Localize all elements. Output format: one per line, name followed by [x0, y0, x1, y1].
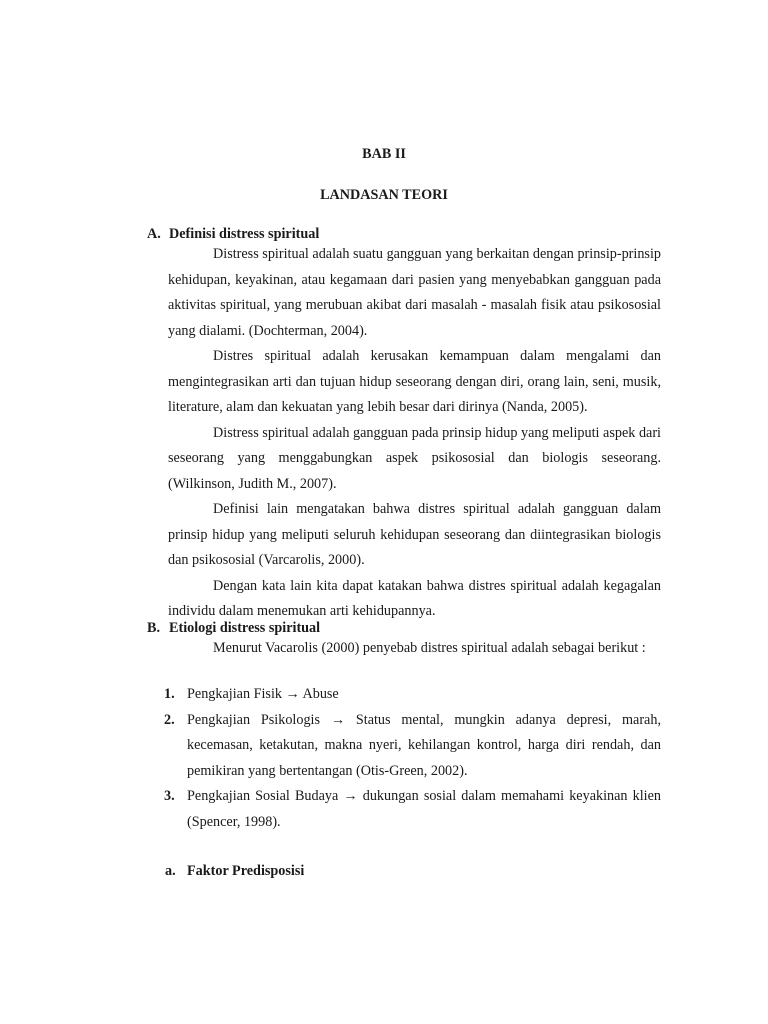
- paragraph: Distress spiritual adalah suatu gangguan yang berkaitan dengan prinsip-prinsip kehidupan, keyakinan, atau kegamaan dari pasien yang menyebabkan gangguan pada aktivitas spiritual, yang merubuan akibat dari masalah - masalah fisik atau psikososial yang dialami. (Dochterman, 2004).: [168, 246, 661, 339]
- section-a-letter: A.: [147, 226, 161, 242]
- paragraph: Definisi lain mengatakan bahwa distres spiritual adalah gangguan dalam prinsip hidup yang meliputi seluruh kehidupan seseorang dan diintegrasikan biologis dan psikososial (Varcarolis, 2000).: [168, 501, 661, 568]
- section-b-heading: [147, 620, 320, 637]
- section-b-letter: B.: [147, 620, 161, 636]
- list-item: [164, 708, 661, 785]
- section-a-title: Definisi distress spiritual: [169, 226, 320, 242]
- section-b-intro: [168, 636, 661, 662]
- chapter-number: BAB II: [362, 146, 406, 162]
- chapter-title: LANDASAN TEORI: [320, 187, 448, 203]
- paragraph: Distress spiritual adalah gangguan pada prinsip hidup yang meliputi aspek dari seseorang yang menggabungkan aspek psikososial dan biologis seseorang. (Wilkinson, Judith M., 2007).: [168, 424, 661, 492]
- section-a-body: [168, 242, 661, 625]
- section-b-title: Etiologi distress spiritual: [169, 620, 321, 636]
- etiology-list: [164, 682, 661, 835]
- subsection-letter: a.: [165, 863, 176, 879]
- subsection-title: Faktor Predisposisi: [187, 863, 305, 879]
- paragraph: Menurut Vacarolis (2000) penyebab distres spiritual adalah sebagai berikut :: [213, 640, 646, 656]
- list-item: [164, 784, 661, 835]
- paragraph: Dengan kata lain kita dapat katakan bahwa distres spiritual adalah kegagalan individu dalam menemukan arti kehidupannya.: [168, 577, 661, 619]
- paragraph: Distres spiritual adalah kerusakan kemampuan dalam mengalami dan mengintegrasikan arti dan tujuan hidup seseorang dengan diri, orang lain, seni, musik, literature, alam dan kekuatan yang lebih besar dari dirinya (Nanda, 2005).: [168, 348, 661, 415]
- list-item: [164, 682, 661, 708]
- list-text: Pengkajian Fisik → Abuse: [187, 686, 339, 702]
- list-text: Pengkajian Sosial Budaya → dukungan sosial dalam memahami keyakinan klien (Spencer, 1998).: [187, 788, 661, 830]
- list-number: 1.: [164, 686, 175, 702]
- list-number: 3.: [164, 788, 175, 804]
- list-number: 2.: [164, 711, 175, 728]
- section-a-heading: [147, 226, 319, 243]
- list-text: Pengkajian Psikologis → Status mental, mungkin adanya depresi, marah, kecemasan, ketakutan, makna nyeri, kehilangan kontrol, harga diri rendah, dan pemikiran yang bertentangan (Otis-Green, 2002).: [187, 711, 661, 779]
- subsection-heading: [165, 863, 304, 880]
